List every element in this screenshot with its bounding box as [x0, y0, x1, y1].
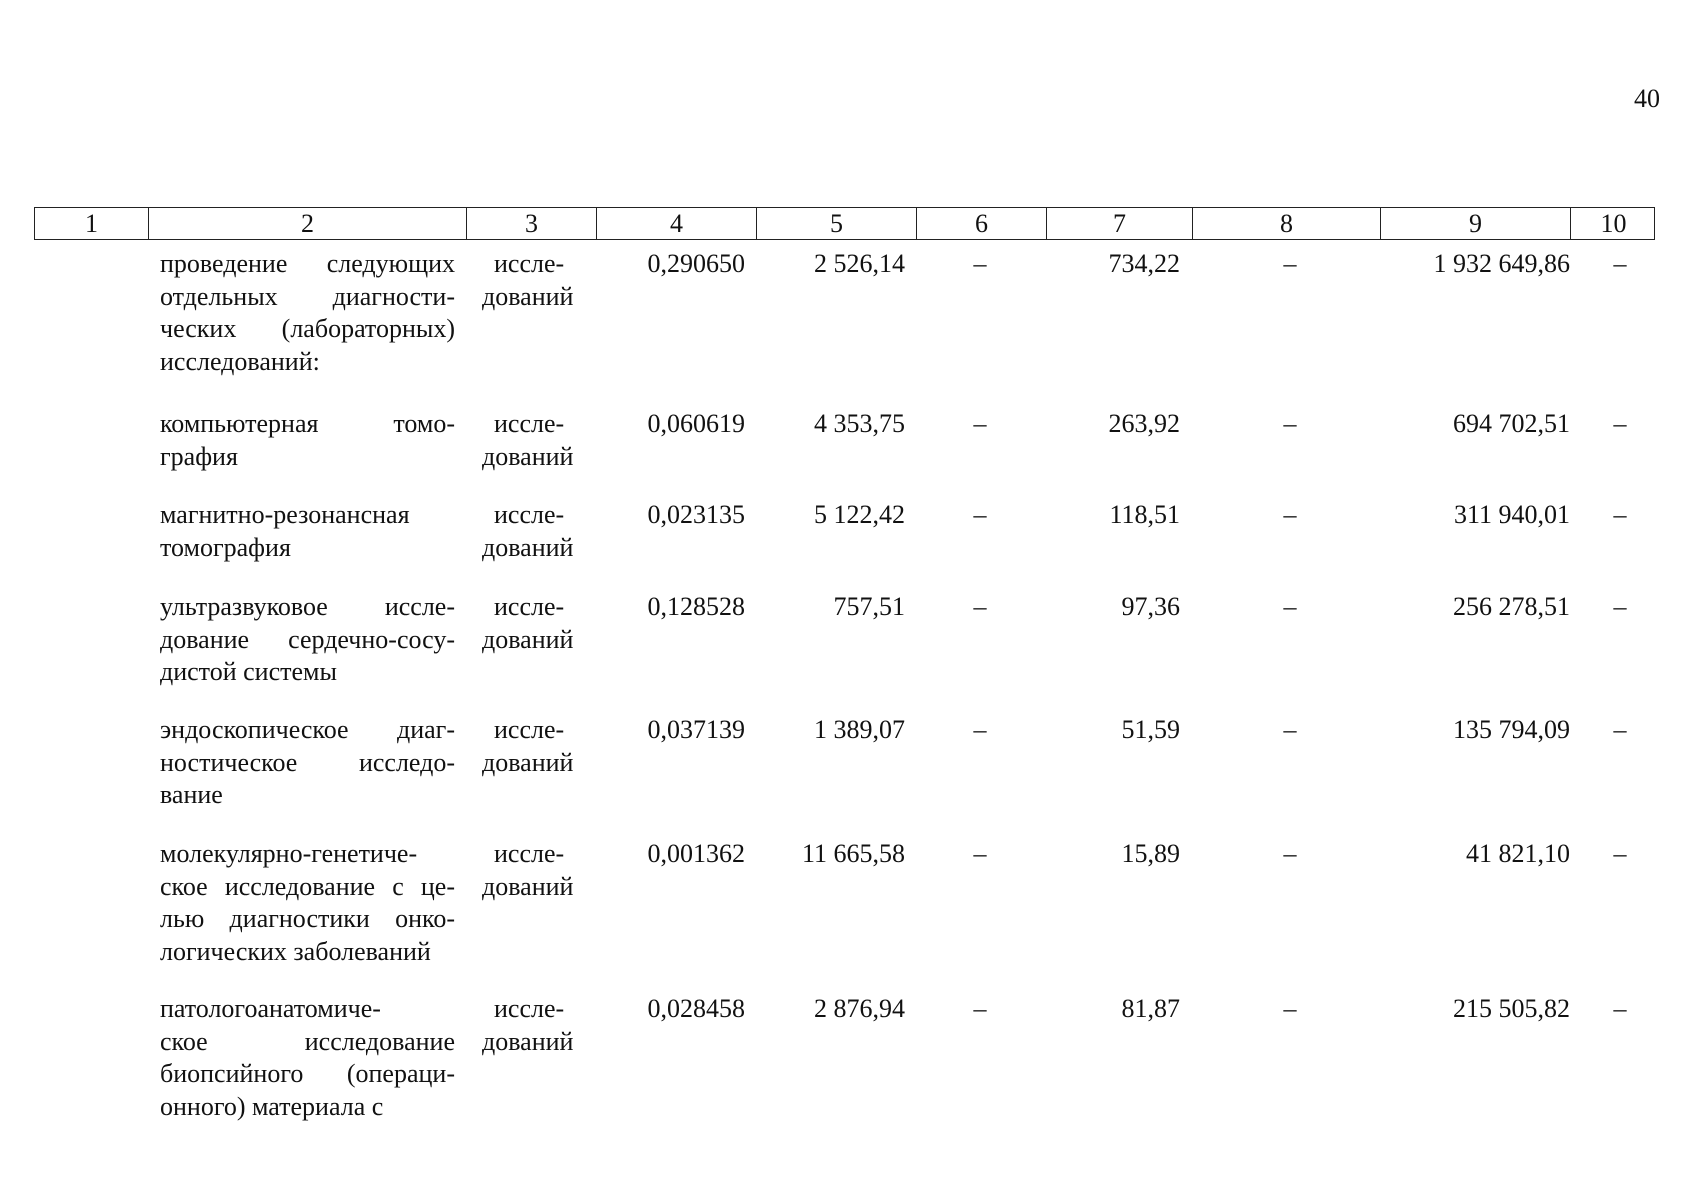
- value-col-7: 51,59: [1121, 715, 1180, 744]
- header-cell-2: 2: [148, 208, 466, 239]
- value-col-5: 5 122,42: [814, 500, 905, 529]
- unit-line: дований: [482, 281, 574, 311]
- value-col-8: –: [1283, 500, 1297, 529]
- value-col-7: 15,89: [1121, 839, 1180, 868]
- service-name-line: магнитно-резонансная: [160, 500, 410, 529]
- value-col-10: –: [1613, 994, 1627, 1023]
- unit-line: дований: [482, 532, 574, 562]
- unit-line: иссле-: [494, 715, 565, 744]
- value-col-10: –: [1613, 249, 1627, 278]
- value-col-10: –: [1613, 839, 1627, 868]
- unit-line: дований: [482, 624, 574, 654]
- service-name: [160, 714, 455, 812]
- value-col-8: –: [1283, 409, 1297, 438]
- service-name-line: патологоанатомиче-: [160, 994, 381, 1023]
- value-col-10: –: [1613, 592, 1627, 621]
- value-col-4: 0,290650: [647, 249, 745, 278]
- value-col-5: 2 876,94: [814, 994, 905, 1023]
- value-col-7: 97,36: [1121, 592, 1180, 621]
- service-name-line: биопсийного (операци-: [160, 1059, 455, 1088]
- value-col-7: 118,51: [1109, 500, 1180, 529]
- value-col-9: 311 940,01: [1453, 500, 1570, 529]
- unit-of-measure: [482, 591, 592, 656]
- value-col-9: 41 821,10: [1466, 839, 1570, 868]
- unit-line: иссле-: [494, 592, 565, 621]
- service-name: [160, 591, 455, 689]
- service-name-line: исследований:: [160, 346, 320, 376]
- service-name-line: ское исследование с це-: [160, 871, 455, 901]
- value-col-4: 0,060619: [647, 409, 745, 438]
- value-col-5: 757,51: [833, 592, 905, 621]
- header-cell-3: 3: [466, 208, 596, 239]
- header-cell-5: 5: [756, 208, 916, 239]
- service-name: [160, 408, 455, 473]
- value-col-9: 215 505,82: [1453, 994, 1570, 1023]
- unit-line: иссле-: [494, 409, 565, 438]
- value-col-6: –: [973, 839, 987, 868]
- header-cell-1: 1: [85, 209, 98, 238]
- value-col-9: 1 932 649,86: [1433, 249, 1570, 278]
- service-name-line: молекулярно-генетиче-: [160, 839, 418, 868]
- service-name-line: эндоскопическое диаг-: [160, 715, 455, 744]
- unit-of-measure: [482, 499, 592, 564]
- value-col-7: 81,87: [1121, 994, 1180, 1023]
- value-col-8: –: [1283, 994, 1297, 1023]
- value-col-6: –: [973, 500, 987, 529]
- service-name-line: онного) материала с: [160, 1091, 384, 1121]
- value-col-6: –: [973, 994, 987, 1023]
- value-col-6: –: [973, 592, 987, 621]
- value-col-4: 0,037139: [647, 715, 745, 744]
- value-col-4: 0,128528: [647, 592, 745, 621]
- value-col-5: 4 353,75: [814, 409, 905, 438]
- unit-of-measure: [482, 838, 592, 903]
- service-name-line: томография: [160, 532, 291, 562]
- value-col-6: –: [973, 249, 987, 278]
- unit-of-measure: [482, 993, 592, 1058]
- service-name: [160, 248, 455, 378]
- value-col-9: 135 794,09: [1453, 715, 1570, 744]
- service-name-line: дование сердечно-сосу-: [160, 624, 455, 654]
- value-col-10: –: [1613, 409, 1627, 438]
- header-cell-6: 6: [916, 208, 1046, 239]
- service-name: [160, 838, 455, 968]
- value-col-8: –: [1283, 715, 1297, 744]
- header-cell-4: 4: [596, 208, 756, 239]
- service-name-line: ностическое исследо-: [160, 747, 455, 777]
- service-name-line: дистой системы: [160, 657, 337, 686]
- value-col-4: 0,023135: [647, 500, 745, 529]
- unit-of-measure: [482, 408, 592, 473]
- unit-of-measure: [482, 714, 592, 779]
- unit-line: дований: [482, 747, 574, 777]
- unit-line: иссле-: [494, 500, 565, 529]
- service-name: [160, 993, 455, 1123]
- value-col-7: 263,92: [1108, 409, 1180, 438]
- value-col-9: 694 702,51: [1453, 409, 1570, 438]
- unit-line: иссле-: [494, 994, 565, 1023]
- service-name-line: компьютерная томо-: [160, 409, 455, 438]
- service-name: [160, 499, 455, 564]
- value-col-8: –: [1283, 249, 1297, 278]
- header-cell-9: 9: [1380, 208, 1570, 239]
- header-cell-7: 7: [1046, 208, 1192, 239]
- value-col-7: 734,22: [1108, 249, 1180, 278]
- unit-line: дований: [482, 441, 574, 471]
- service-name-line: отдельных диагности-: [160, 281, 455, 311]
- unit-line: дований: [482, 1026, 574, 1056]
- unit-line: дований: [482, 871, 574, 901]
- value-col-4: 0,028458: [647, 994, 745, 1023]
- value-col-10: –: [1613, 500, 1627, 529]
- table-header-row: [34, 207, 1655, 240]
- header-cell-8: 8: [1192, 208, 1380, 239]
- value-col-6: –: [973, 409, 987, 438]
- service-name-line: логических заболеваний: [160, 936, 431, 966]
- value-col-8: –: [1283, 592, 1297, 621]
- value-col-5: 11 665,58: [801, 839, 905, 868]
- unit-line: иссле-: [494, 249, 565, 278]
- unit-of-measure: [482, 248, 592, 313]
- value-col-5: 1 389,07: [814, 715, 905, 744]
- header-cell-10: 10: [1570, 208, 1656, 239]
- value-col-5: 2 526,14: [814, 249, 905, 278]
- service-name-line: ультразвуковое иссле-: [160, 592, 455, 621]
- value-col-8: –: [1283, 839, 1297, 868]
- value-col-9: 256 278,51: [1453, 592, 1570, 621]
- value-col-10: –: [1613, 715, 1627, 744]
- page-number: 40: [1634, 84, 1660, 113]
- service-name-line: проведение следующих: [160, 249, 455, 278]
- value-col-4: 0,001362: [647, 839, 745, 868]
- unit-line: иссле-: [494, 839, 565, 868]
- service-name-line: ческих (лабораторных): [160, 314, 455, 343]
- service-name-line: графия: [160, 441, 238, 471]
- service-name-line: вание: [160, 780, 223, 809]
- service-name-line: лью диагностики онко-: [160, 904, 455, 933]
- service-name-line: ское исследование: [160, 1026, 455, 1056]
- value-col-6: –: [973, 715, 987, 744]
